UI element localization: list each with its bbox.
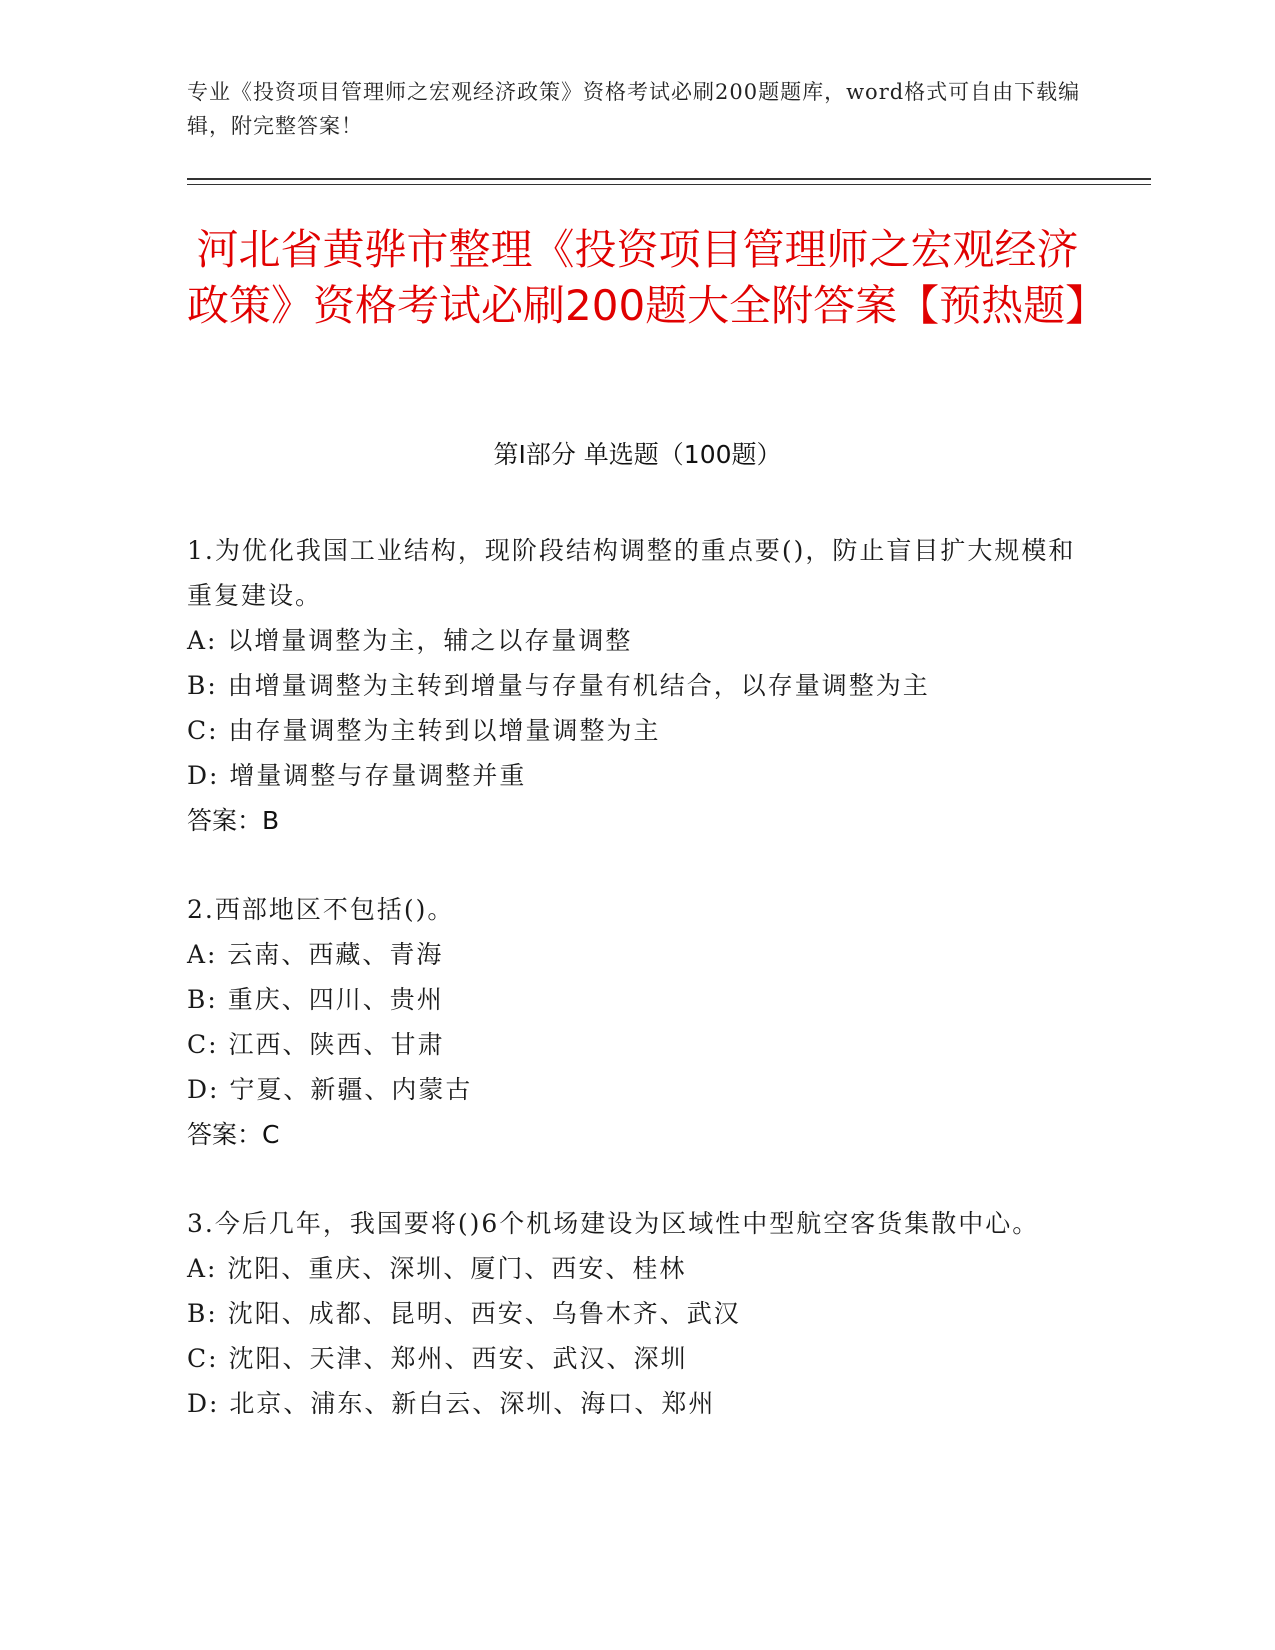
section-title: 第Ⅰ部分 单选题（100题） <box>493 440 782 469</box>
question-stem: 1.为优化我国工业结构，现阶段结构调整的重点要()，防止盲目扩大规模和重复建设。 <box>187 536 1076 610</box>
question-3 <box>187 1201 1087 1426</box>
question-list <box>187 528 1087 1470</box>
question-stem: 2.西部地区不包括()。 <box>187 895 455 924</box>
option-d: D: 增量调整与存量调整并重 <box>187 761 527 790</box>
option-c: C: 沈阳、天津、郑州、西安、武汉、深圳 <box>187 1344 688 1373</box>
option-d: D: 北京、浦东、新白云、深圳、海口、郑州 <box>187 1389 716 1418</box>
answer: 答案：C <box>187 1120 280 1149</box>
header-note: 专业《投资项目管理师之宏观经济政策》资格考试必刷200题题库，word格式可自由下载编辑，附完整答案！ <box>187 80 1081 138</box>
answer: 答案：B <box>187 806 280 835</box>
option-a: A: 沈阳、重庆、深圳、厦门、西安、桂林 <box>187 1254 687 1283</box>
option-a: A: 云南、西藏、青海 <box>187 940 444 969</box>
option-b: B: 沈阳、成都、昆明、西安、乌鲁木齐、武汉 <box>187 1299 741 1328</box>
header-rule-thin <box>187 184 1151 185</box>
question-stem: 3.今后几年，我国要将()6个机场建设为区域性中型航空客货集散中心。 <box>187 1209 1040 1238</box>
option-a: A: 以增量调整为主，辅之以存量调整 <box>187 626 633 655</box>
option-b: B: 由增量调整为主转到增量与存量有机结合，以存量调整为主 <box>187 671 930 700</box>
question-2 <box>187 887 1087 1157</box>
question-1 <box>187 528 1087 843</box>
document-title: 河北省黄骅市整理《投资项目管理师之宏观经济政策》资格考试必刷200题大全附答案【预热题】 <box>187 225 1108 330</box>
option-c: C: 江西、陕西、甘肃 <box>187 1030 445 1059</box>
option-c: C: 由存量调整为主转到以增量调整为主 <box>187 716 661 745</box>
header-rule-thick <box>187 178 1151 180</box>
option-b: B: 重庆、四川、贵州 <box>187 985 444 1014</box>
option-d: D: 宁夏、新疆、内蒙古 <box>187 1075 473 1104</box>
